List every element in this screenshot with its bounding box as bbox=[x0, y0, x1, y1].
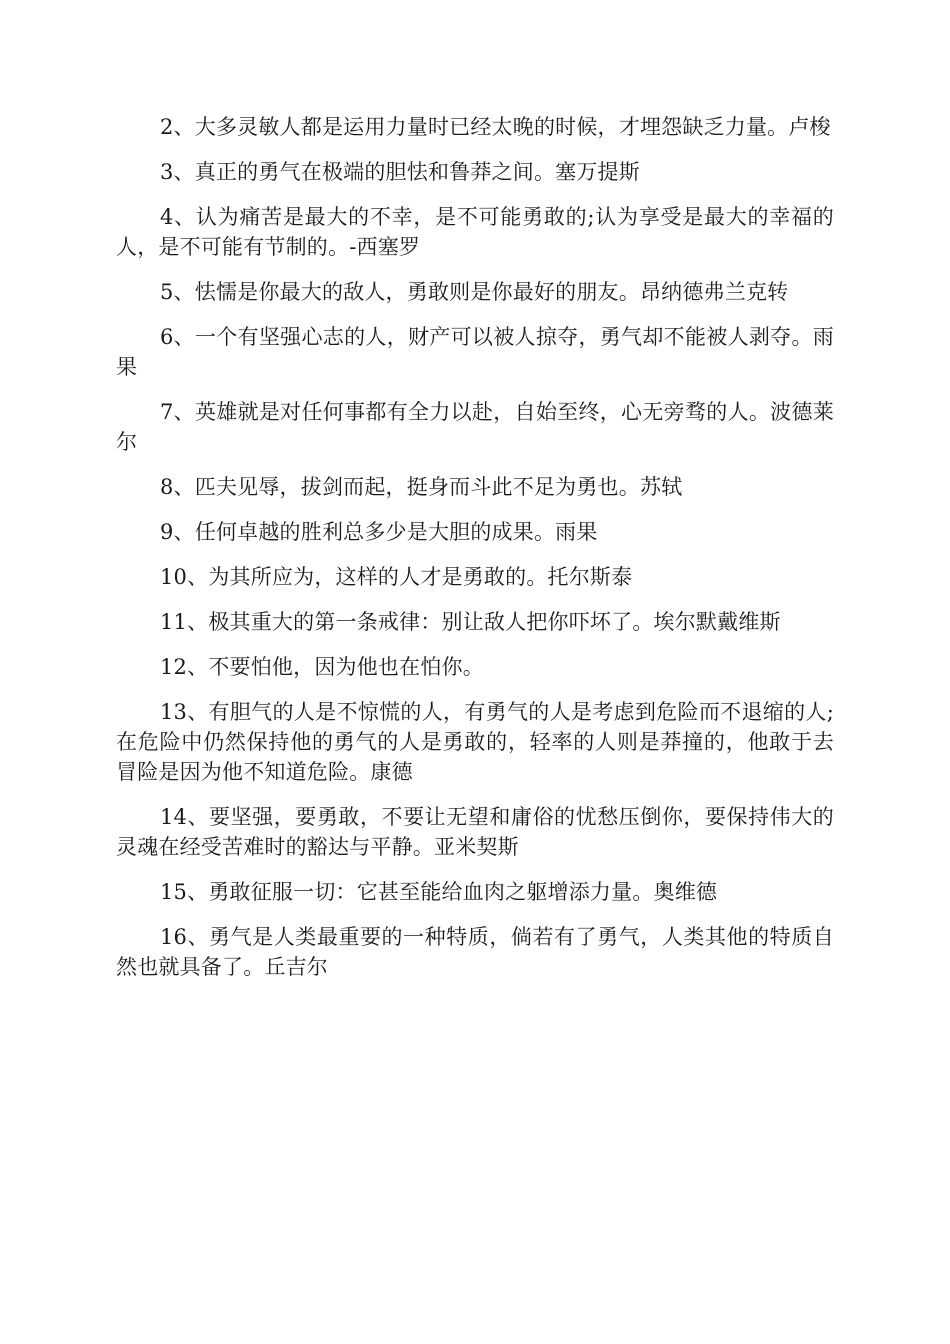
quote-paragraph: 4、认为痛苦是最大的不幸，是不可能勇敢的;认为享受是最大的幸福的人，是不可能有节制的。-西塞罗 bbox=[116, 205, 834, 259]
quote-paragraph: 12、不要怕他，因为他也在怕你。 bbox=[160, 655, 484, 679]
quote-paragraph: 16、勇气是人类最重要的一种特质，倘若有了勇气，人类其他的特质自然也就具备了。丘吉尔 bbox=[116, 925, 834, 979]
quote-paragraph: 15、勇敢征服一切：它甚至能给血肉之躯增添力量。奥维德 bbox=[160, 880, 718, 904]
quote-paragraph: 3、真正的勇气在极端的胆怯和鲁莽之间。塞万提斯 bbox=[160, 160, 640, 184]
quote-paragraph: 11、极其重大的第一条戒律：别让敌人把你吓坏了。埃尔默戴维斯 bbox=[160, 610, 781, 634]
quote-paragraph: 9、任何卓越的胜利总多少是大胆的成果。雨果 bbox=[160, 520, 598, 544]
quote-paragraph: 13、有胆气的人是不惊慌的人，有勇气的人是考虑到危险而不退缩的人;在危险中仍然保持他的勇气的人是勇敢的，轻率的人则是莽撞的，他敢于去冒险是因为他不知道危险。康德 bbox=[116, 700, 834, 784]
quote-paragraph: 5、怯懦是你最大的敌人，勇敢则是你最好的朋友。昂纳德弗兰克转 bbox=[160, 280, 789, 304]
quote-paragraph: 8、匹夫见辱，拔剑而起，挺身而斗此不足为勇也。苏轼 bbox=[160, 475, 683, 499]
quote-paragraph: 14、要坚强，要勇敢，不要让无望和庸俗的忧愁压倒你，要保持伟大的灵魂在经受苦难时的豁达与平静。亚米契斯 bbox=[116, 805, 834, 859]
quote-paragraph: 7、英雄就是对任何事都有全力以赴，自始至终，心无旁骛的人。波德莱尔 bbox=[116, 400, 834, 454]
quote-paragraph: 2、大多灵敏人都是运用力量时已经太晚的时候，才埋怨缺乏力量。卢梭 bbox=[160, 115, 831, 139]
quote-paragraph: 6、一个有坚强心志的人，财产可以被人掠夺，勇气却不能被人剥夺。雨果 bbox=[116, 325, 834, 379]
document-body bbox=[116, 112, 834, 997]
quote-paragraph: 10、为其所应为，这样的人才是勇敢的。托尔斯泰 bbox=[160, 565, 633, 589]
